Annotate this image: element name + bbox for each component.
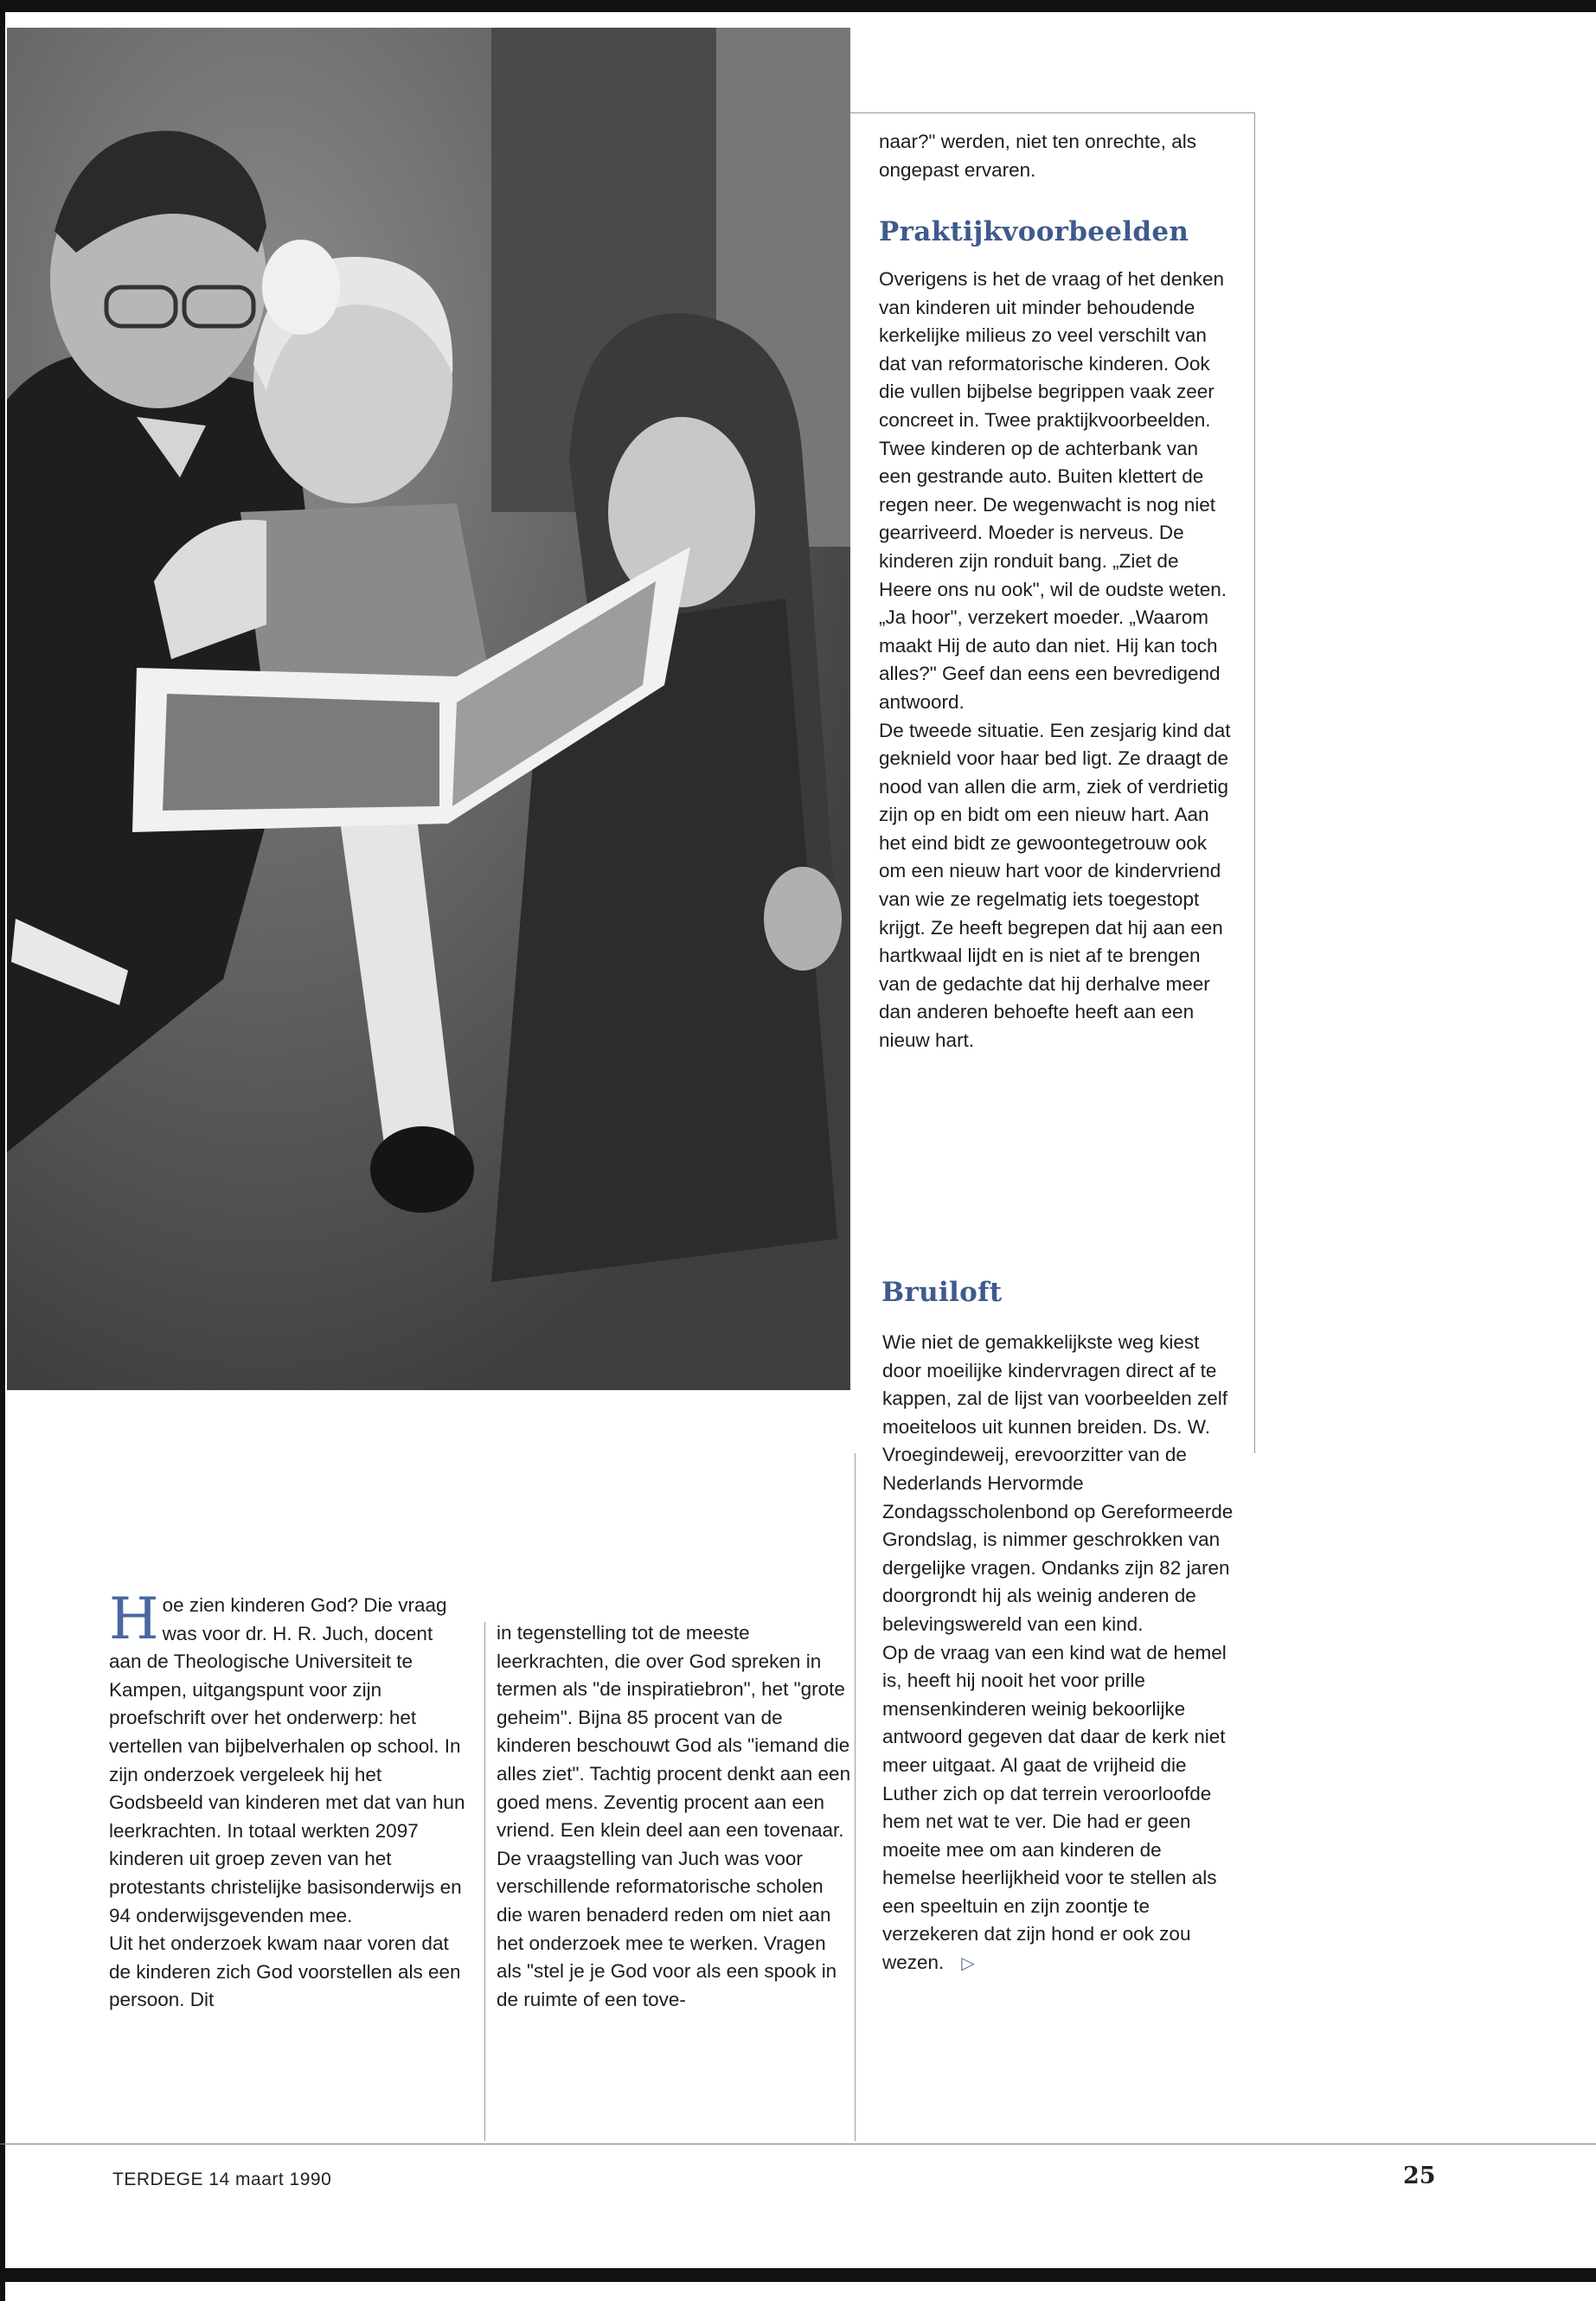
- column-frame-right-rule: [1254, 112, 1255, 1453]
- paragraph: De vraagstelling van Juch was voor verschillende reformatorische scholen die waren benaderd reden om niet aan het onderzoek mee te werken. Vragen als "stel je je God voor als een spook in de ruimte of een tove-: [497, 1847, 837, 2010]
- paragraph: Wie niet de gemakkelijkste weg kiest door moeilijke kindervragen direct af te kappen, zal de lijst van voorbeelden zelf moeiteloos uit kunnen breiden. Ds. W. Vroegindeweij, erevoorzitter van de Nederlands Hervormde Zondagsscholenbond op Gereformeerde Grondslag, is nimmer geschrokken van dergelijke vragen. Ondanks zijn 82 jaren doorgrondt hij als weinig anderen de belevingswereld van een kind.: [882, 1331, 1234, 1635]
- intro-text: oe zien kinderen God? Die vraag was voor dr. H. R. Juch, docent aan de Theologische Universiteit te Kampen, uitgangspunt voor zijn proefschrift over het onderwerp: het vertellen van bijbelverhalen op school. In zijn onderzoek vergeleek hij het Godsbeeld van kinderen met dat van hun leerkrachten. In totaal werkten 2097 kinderen uit groep zeven van het protestants christelijke basisonderwijs en 94 onderwijsgevenden mee.: [109, 1594, 465, 1926]
- paragraph: Overigens is het de vraag of het denken van kinderen uit minder behoudende kerkelijke milieus zo veel verschilt van dat van reformatorische kinderen. Ook die vullen bijbelse begrippen vaak zeer concreet in. Twee praktijkvoorbeelden. Twee kinderen op de achterbank van een gestrande auto. Buiten klettert de regen neer. De wegenwacht is nog niet gearriveerd. Moeder is nerveus. De kinderen zijn ronduit bang. „Ziet de Heere ons nu ook", wil de oudste weten. „Ja hoor", verzekert moeder. „Waarom maakt Hij de auto dan niet. Hij kan toch alles?" Geef dan eens een bevredigend antwoord.: [879, 268, 1227, 713]
- section-heading-praktijkvoorbeelden: Praktijkvoorbeelden: [879, 216, 1189, 247]
- footer-publication: TERDEGE 14 maart 1990: [112, 2170, 332, 2189]
- drop-cap: H: [109, 1586, 159, 1652]
- paragraph-text: Op de vraag van een kind wat de hemel is, heeft hij nooit het voor prille mensenkinderen weinig bekoorlijke antwoord gegeven dat daar de kerk niet meer uitgaat. Al gaat de vrijheid die Luther zich op dat terrein veroorloofde hem net wat te ver. Die had er geen moeite mee om aan kinderen de hemelse heerlijkheid voor te stellen als een speeltuin en zijn zoontje te verzekeren dat zijn hond er ook zou wezen.: [882, 1641, 1227, 1974]
- scan-edge-top: [0, 0, 1596, 12]
- column-frame-top-rule: [850, 112, 1254, 113]
- page-number: 25: [1403, 2163, 1436, 2189]
- paragraph: Uit het onderzoek kwam naar voren dat de kinderen zich God voorstellen als een persoon. Dit: [109, 1932, 461, 2011]
- column-3-top: [879, 128, 1235, 184]
- column-divider-1: [484, 1622, 485, 2141]
- column-3-section-2: [882, 1329, 1239, 1978]
- photo-illustration: [7, 28, 850, 1390]
- scan-edge-bottom: [0, 2268, 1596, 2282]
- column-3-section-1: [879, 266, 1235, 1055]
- column-1: [109, 1586, 465, 2015]
- article-photo: [7, 28, 850, 1390]
- paragraph: in tegenstelling tot de meeste leerkrachten, die over God spreken in termen als "de inspiratiebron", het "grote geheim". Bijna 85 procent van de kinderen beschouwt God als "iemand die alles ziet". Tachtig procent denkt aan een goed mens. Zeventig procent aan een vriend. Een klein deel aan een tovenaar.: [497, 1622, 851, 1842]
- scan-edge-left: [0, 0, 5, 2301]
- column-divider-2: [855, 1453, 856, 2141]
- section-heading-bruiloft: Bruiloft: [881, 1277, 1003, 1308]
- intro-paragraph: [109, 1586, 465, 1930]
- paragraph: naar?" werden, niet ten onrechte, als ongepast ervaren.: [879, 131, 1196, 181]
- column-2: [497, 1619, 851, 2014]
- paragraph: De tweede situatie. Een zesjarig kind dat geknield voor haar bed ligt. Ze draagt de nood van allen die arm, ziek of verdrietig zijn op en bidt om een nieuw hart. Aan het eind bidt ze gewoontegetrouw ook om een nieuw hart voor de kindervriend van wie ze regelmatig iets toegestopt krijgt. Ze heeft begrepen dat hij aan een hartkwaal lijdt en is niet af te brengen van de gedachte dat hij derhalve meer dan anderen behoefte heeft aan een nieuw hart.: [879, 719, 1231, 1052]
- paragraph: [882, 1639, 1239, 1978]
- continue-triangle-icon: ▷: [961, 1954, 975, 1974]
